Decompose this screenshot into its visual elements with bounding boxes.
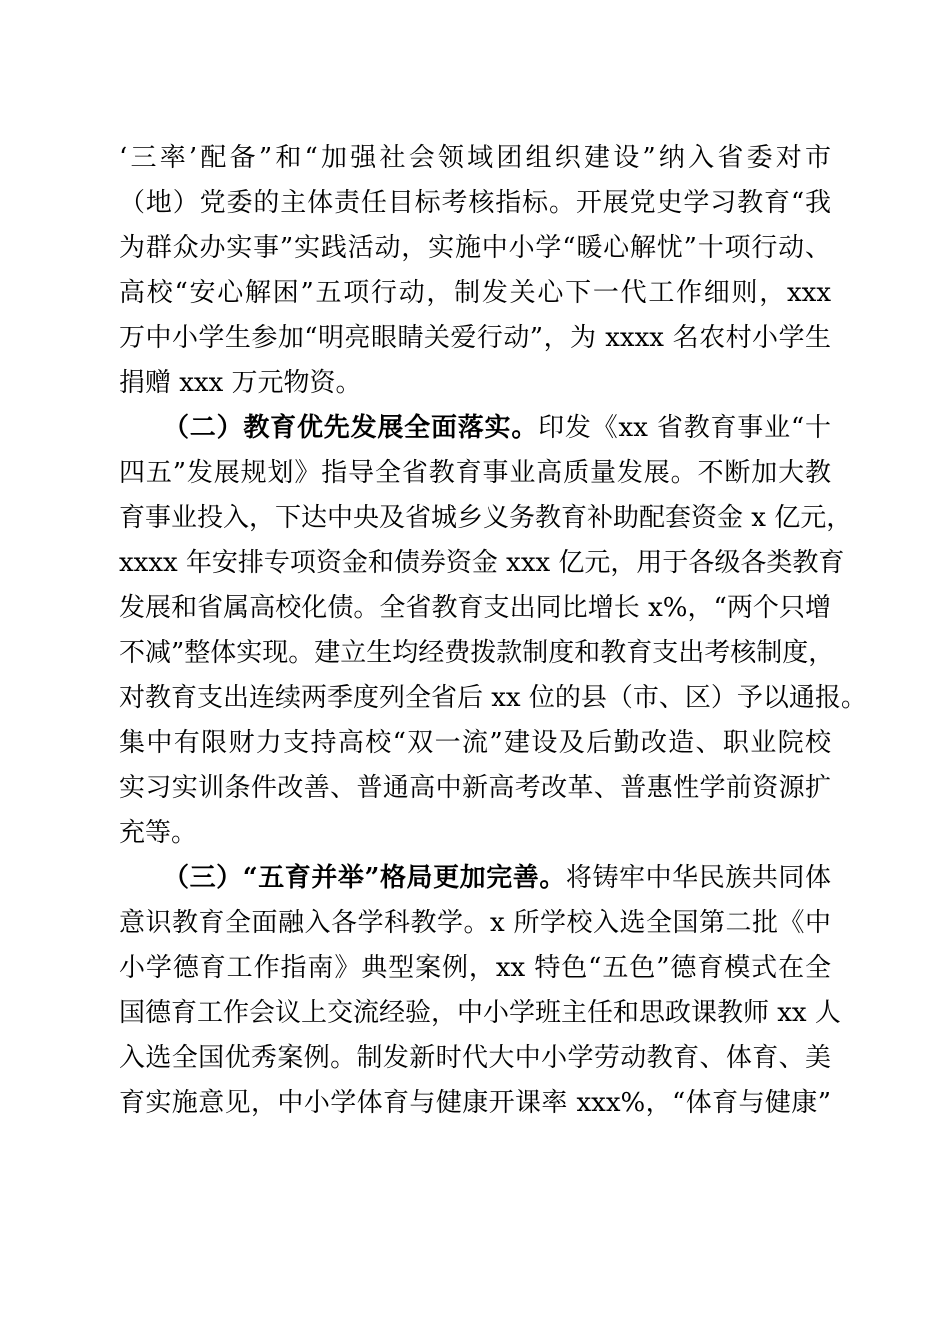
text-line: xxxx 年安排专项资金和债券资金 xxx 亿元，用于各级各类教育 (119, 548, 845, 578)
text-line: 四五”发展规划》指导全省教育事业高质量发展。不断加大教 (119, 458, 831, 488)
text-line: 万中小学生参加“明亮眼睛关爱行动”，为 xxxx 名农村小学生 (119, 323, 831, 353)
paragraph-first-line (119, 406, 831, 451)
paragraph-2 (119, 406, 867, 856)
text-line: 实习实训条件改善、普通高中新高考改革、普惠性学前资源扩 (119, 773, 831, 803)
text-line: 育实施意见，中小学体育与健康开课率 xxx%，“体育与健康” (119, 1088, 831, 1118)
text-line: 捐赠 xxx 万元物资。 (119, 368, 362, 398)
text-line: 为群众办实事”实践活动，实施中小学“暖心解忧”十项行动、 (119, 233, 831, 263)
section-heading: （三）“五育并举”格局更加完善。 (163, 863, 566, 893)
text-line: 集中有限财力支持高校“双一流”建设及后勤改造、职业院校 (119, 728, 831, 758)
text-line: （地）党委的主体责任目标考核指标。开展党史学习教育“我 (119, 188, 831, 218)
text-run: 将铸牢中华民族共同体 (565, 863, 831, 893)
text-line: ‘三率’配备”和“加强社会领域团组织建设”纳入省委对市 (119, 143, 831, 173)
paragraph-3 (119, 856, 841, 1126)
text-line: 不减”整体实现。建立生均经费拨款制度和教育支出考核制度， (119, 638, 835, 668)
text-line: 小学德育工作指南》典型案例，xx 特色“五色”德育模式在全 (119, 953, 831, 983)
text-line: 国德育工作会议上交流经验，中小学班主任和思政课教师 xx 人 (119, 998, 841, 1028)
text-line: 对教育支出连续两季度列全省后 xx 位的县（市、区）予以通报。 (119, 683, 867, 713)
section-heading: （二）教育优先发展全面落实。 (163, 413, 539, 443)
text-line: 育事业投入，下达中央及省城乡义务教育补助配套资金 x 亿元， (119, 503, 853, 533)
text-line: 高校“安心解困”五项行动，制发关心下一代工作细则，xxx (119, 278, 831, 308)
paragraph-1 (119, 136, 831, 406)
text-line: 意识教育全面融入各学科教学。x 所学校入选全国第二批《中 (119, 908, 831, 938)
document-body (119, 136, 867, 1126)
text-line: 入选全国优秀案例。制发新时代大中小学劳动教育、体育、美 (119, 1043, 831, 1073)
text-run: 印发《xx 省教育事业“十 (538, 413, 831, 443)
text-line: 发展和省属高校化债。全省教育支出同比增长 x%，“两个只增 (119, 593, 831, 623)
paragraph-first-line (119, 856, 831, 901)
text-line: 充等。 (119, 818, 198, 848)
